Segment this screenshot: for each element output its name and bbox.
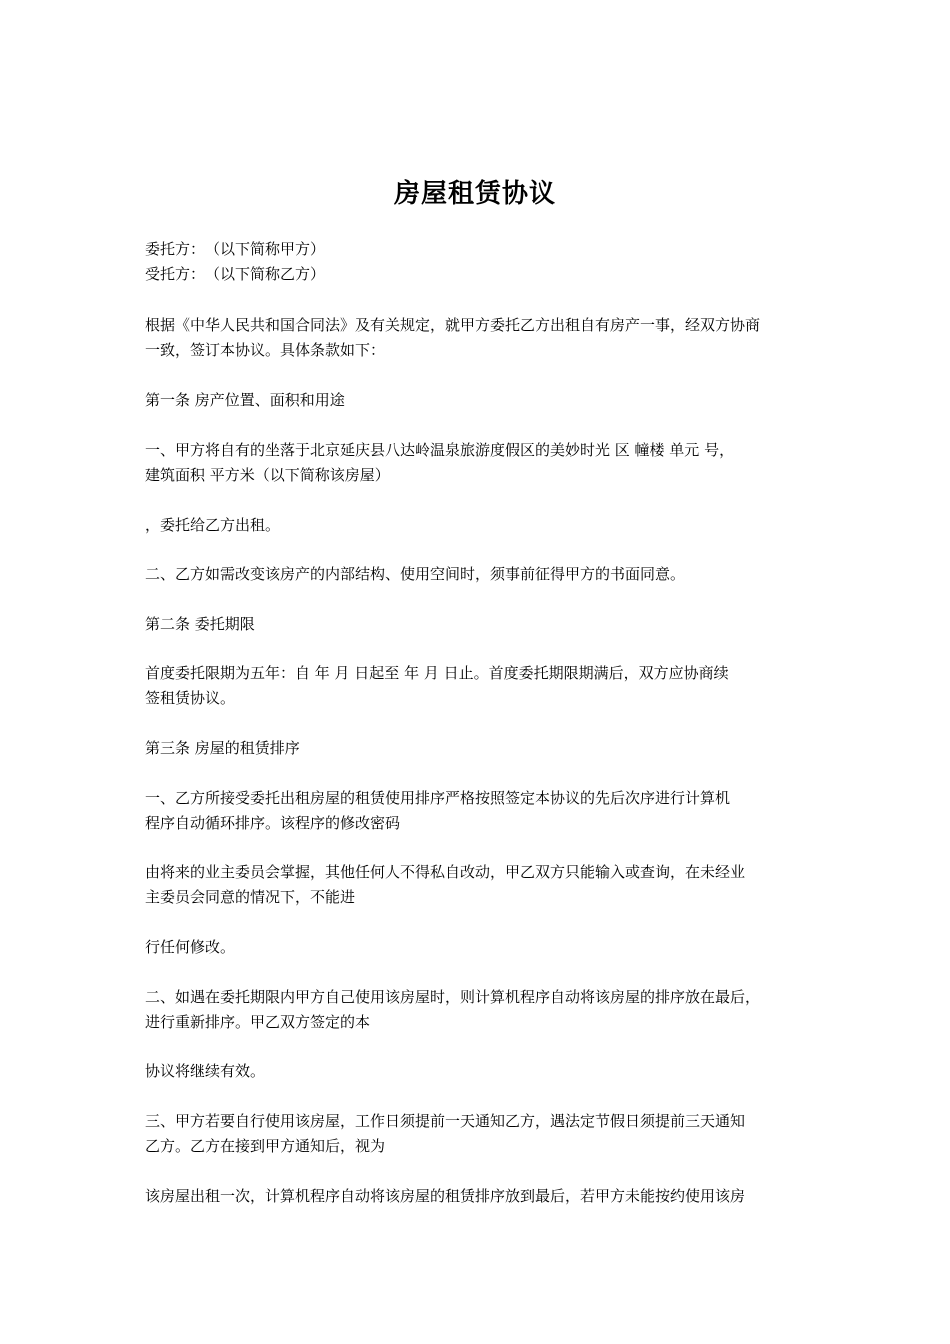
paragraph-line: 三、甲方若要自行使用该房屋，工作日须提前一天通知乙方，遇法定节假日须提前三天通知: [145, 1112, 746, 1130]
section-heading: 第二条 委托期限: [145, 615, 255, 633]
section-heading: 第三条 房屋的租赁排序: [145, 739, 300, 757]
paragraph-line: 一、甲方将自有的坐落于北京延庆县八达岭温泉旅游度假区的美妙时光 区 幢楼 单元 号，: [145, 441, 735, 459]
paragraph-line: 一致，签订本协议。具体条款如下：: [145, 341, 386, 359]
paragraph-line: 委托方： （以下简称甲方）: [145, 240, 326, 258]
paragraph-line: 根据《中华人民共和国合同法》及有关规定，就甲方委托乙方出租自有房产一事，经双方协商: [145, 316, 761, 334]
paragraph-line: 主委员会同意的情况下，不能进: [145, 888, 356, 906]
paragraph-line: 建筑面积 平方米（以下简称该房屋）: [145, 466, 390, 484]
paragraph-line: 行任何修改。: [145, 938, 236, 956]
paragraph-line: 协议将继续有效。: [145, 1062, 266, 1080]
paragraph-line: 进行重新排序。甲乙双方签定的本: [145, 1013, 371, 1031]
paragraph-line: ，委托给乙方出租。: [145, 516, 281, 534]
paragraph-line: 签租赁协议。: [145, 689, 236, 707]
paragraph-line: 一、乙方所接受委托出租房屋的租赁使用排序严格按照签定本协议的先后次序进行计算机: [145, 789, 731, 807]
paragraph-line: 由将来的业主委员会掌握，其他任何人不得私自改动，甲乙双方只能输入或查询，在未经业: [145, 863, 746, 881]
paragraph-line: 程序自动循环排序。该程序的修改密码: [145, 814, 401, 832]
paragraph-line: 该房屋出租一次，计算机程序自动将该房屋的租赁排序放到最后，若甲方未能按约使用该房: [145, 1187, 746, 1205]
paragraph-line: 受托方： （以下简称乙方）: [145, 265, 326, 283]
paragraph-line: 首度委托限期为五年：自 年 月 日起至 年 月 日止。首度委托期限期满后，双方应协商续: [145, 664, 729, 682]
paragraph-line: 二、乙方如需改变该房产的内部结构、使用空间时，须事前征得甲方的书面同意。: [145, 565, 686, 583]
paragraph-line: 二、如遇在委托期限内甲方自己使用该房屋时，则计算机程序自动将该房屋的排序放在最后，: [145, 988, 761, 1006]
paragraph-line: 乙方。乙方在接到甲方通知后，视为: [145, 1137, 386, 1155]
document-title: 房屋租赁协议: [393, 179, 556, 209]
section-heading: 第一条 房产位置、面积和用途: [145, 391, 345, 409]
